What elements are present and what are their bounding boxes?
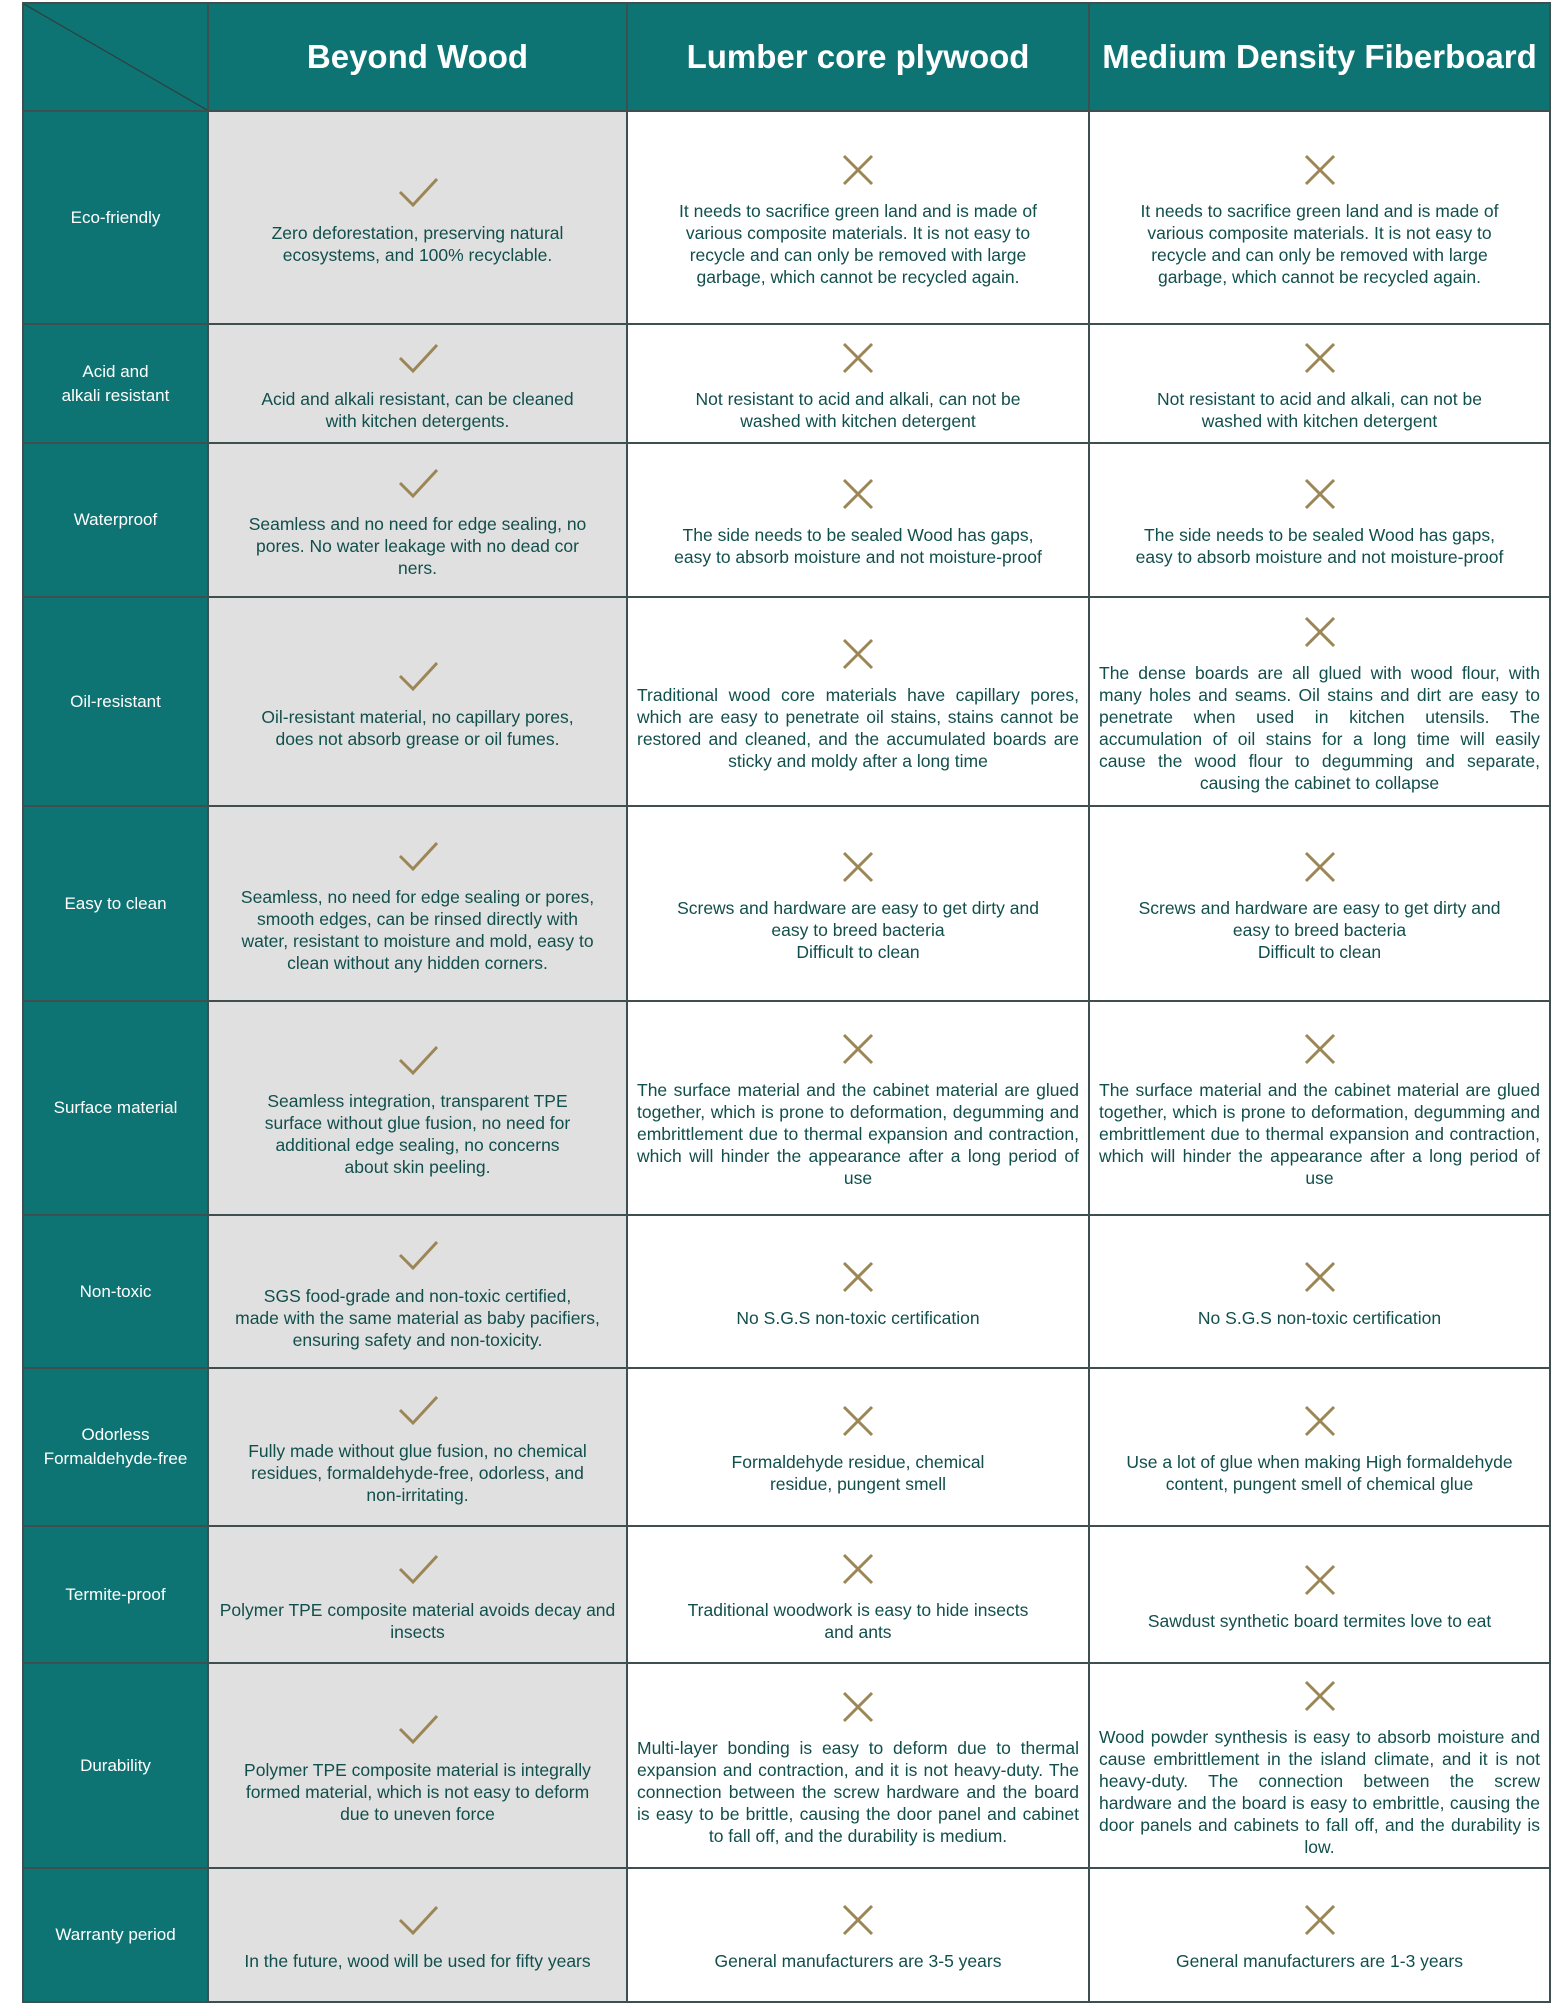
- column-header-beyond-wood: Beyond Wood: [208, 3, 627, 111]
- cell-beyond-wood: [208, 443, 627, 597]
- cell-text: Not resistant to acid and alkali, can not be washed with kitchen detergent: [1157, 388, 1482, 431]
- cell-mdf: [1089, 111, 1550, 324]
- row-label-surface-material: Surface material: [23, 1001, 208, 1215]
- cell-text: Fully made without glue fusion, no chemical residues, formaldehyde-free, odorless, and non-irritating.: [248, 1441, 587, 1505]
- cell-text: The surface material and the cabinet material are glued together, which is prone to deformation, degumming and embrittlement due to thermal expansion and contraction, which will hinder the appearance after a long period of use: [637, 1080, 1079, 1188]
- cell-text: General manufacturers are 3-5 years: [714, 1951, 1002, 1971]
- cell-lumber-core: [627, 1663, 1089, 1868]
- cell-beyond-wood: [208, 597, 627, 806]
- cell-text: Screws and hardware are easy to get dirty and easy to breed bacteria Difficult to clean: [677, 897, 1039, 962]
- cross-icon: [836, 472, 880, 516]
- cell-lumber-core: [627, 1368, 1089, 1526]
- table-row: [23, 1368, 1550, 1526]
- table-row: [23, 1868, 1550, 2002]
- cell-lumber-core: [627, 1215, 1089, 1368]
- cell-text: It needs to sacrifice green land and is made of various composite materials. It is not easy to recycle and can only be removed with large garbage, which cannot be recycled again.: [1140, 200, 1499, 287]
- cross-icon: [836, 1255, 880, 1299]
- table-row: [23, 597, 1550, 806]
- cross-icon: [1298, 1674, 1342, 1718]
- row-label-non-toxic: Non-toxic: [23, 1215, 208, 1368]
- cell-mdf: [1089, 806, 1550, 1001]
- check-icon: [396, 1707, 440, 1751]
- cell-text: Not resistant to acid and alkali, can not be washed with kitchen detergent: [695, 388, 1021, 431]
- check-icon: [396, 336, 440, 380]
- cell-text: Use a lot of glue when making High formaldehyde content, pungent smell of chemical glue: [1126, 1452, 1513, 1494]
- cell-beyond-wood: [208, 324, 627, 443]
- cell-mdf: [1089, 597, 1550, 806]
- cross-icon: [1298, 1255, 1342, 1299]
- cell-lumber-core: [627, 597, 1089, 806]
- cross-icon: [1298, 1558, 1342, 1602]
- cell-text: In the future, wood will be used for fifty years: [244, 1951, 591, 1971]
- cell-text: Seamless, no need for edge sealing or pores, smooth edges, can be rinsed directly with water, resistant to moisture and mold, easy to clean without any hidden corners.: [240, 886, 595, 973]
- cell-text: Wood powder synthesis is easy to absorb moisture and cause embrittlement in the island climate, and it is not heavy-duty. The connection between the screw hardware and the board is easy to embrittle, causing the door panels and cabinets to fall off, and the durability is low.: [1099, 1726, 1540, 1857]
- check-icon: [396, 1038, 440, 1082]
- table-row: [23, 324, 1550, 443]
- check-icon: [396, 170, 440, 214]
- cross-icon: [1298, 1399, 1342, 1443]
- cell-text: No S.G.S non-toxic certification: [736, 1307, 980, 1328]
- header-row: [23, 3, 1550, 111]
- check-icon: [396, 1547, 440, 1591]
- cross-icon: [1298, 336, 1342, 380]
- table-row: [23, 111, 1550, 324]
- cell-lumber-core: [627, 1868, 1089, 2002]
- row-label-acid-and-alkali-resistant: Acid and alkali resistant: [23, 324, 208, 443]
- cell-text: Oil-resistant material, no capillary pores, does not absorb grease or oil fumes.: [261, 706, 574, 749]
- cell-text: The surface material and the cabinet material are glued together, which is prone to deformation, degumming and embrittlement due to thermal expansion and contraction, which will hinder the appearance after a long period of use: [1099, 1080, 1540, 1188]
- cell-beyond-wood: [208, 1368, 627, 1526]
- cross-icon: [1298, 1898, 1342, 1942]
- row-label-easy-to-clean: Easy to clean: [23, 806, 208, 1001]
- table-row: [23, 806, 1550, 1001]
- cell-mdf: [1089, 1368, 1550, 1526]
- check-icon: [396, 1388, 440, 1432]
- cell-text: Formaldehyde residue, chemical residue, pungent smell: [731, 1452, 985, 1494]
- check-icon: [396, 461, 440, 505]
- row-label-odorless-formaldehyde-free: Odorless Formaldehyde-free: [23, 1368, 208, 1526]
- row-label-oil-resistant: Oil-resistant: [23, 597, 208, 806]
- table-row: [23, 443, 1550, 597]
- table-row: [23, 1663, 1550, 1868]
- cell-text: The side needs to be sealed Wood has gaps, easy to absorb moisture and not moisture-proof: [1135, 525, 1504, 567]
- row-label-durability: Durability: [23, 1663, 208, 1868]
- column-header-mdf: Medium Density Fiberboard: [1089, 3, 1550, 111]
- cell-text: Seamless integration, transparent TPE surface without glue fusion, no need for additional edge sealing, no concerns about skin peeling.: [264, 1091, 571, 1177]
- cell-lumber-core: [627, 806, 1089, 1001]
- cross-icon: [1298, 610, 1342, 654]
- cell-text: Screws and hardware are easy to get dirty and easy to breed bacteria Difficult to clean: [1138, 897, 1501, 962]
- corner-cell: [23, 3, 208, 111]
- cross-icon: [836, 845, 880, 889]
- cross-icon: [836, 1547, 880, 1591]
- cell-lumber-core: [627, 111, 1089, 324]
- check-icon: [396, 834, 440, 878]
- cell-lumber-core: [627, 1001, 1089, 1215]
- cell-text: Seamless and no need for edge sealing, no pores. No water leakage with no dead cor ners.: [248, 514, 587, 578]
- cell-text: Polymer TPE composite material is integrally formed material, which is not easy to deform due to uneven force: [244, 1759, 591, 1824]
- cell-text: No S.G.S non-toxic certification: [1197, 1307, 1442, 1328]
- cross-icon: [1298, 148, 1342, 192]
- cross-icon: [1298, 472, 1342, 516]
- cell-text: SGS food-grade and non-toxic certified, made with the same material as baby pacifiers, ensuring safety and non-toxicity.: [235, 1285, 600, 1350]
- cell-mdf: [1089, 1526, 1550, 1663]
- cell-text: The dense boards are all glued with wood flour, with many holes and seams. Oil stains and dirt are easy to penetrate when used in kitchen utensils. The accumulation of oil stains for a long time will easily cause the wood flour to degumming and separate, causing the cabinet to collapse: [1099, 662, 1540, 793]
- cross-icon: [836, 1685, 880, 1729]
- check-icon: [396, 654, 440, 698]
- cell-mdf: [1089, 1663, 1550, 1868]
- cell-mdf: [1089, 443, 1550, 597]
- cell-text: Sawdust synthetic board termites love to eat: [1147, 1610, 1492, 1631]
- cell-lumber-core: [627, 443, 1089, 597]
- cell-beyond-wood: [208, 1215, 627, 1368]
- table-row: [23, 1001, 1550, 1215]
- cell-mdf: [1089, 324, 1550, 443]
- cell-mdf: [1089, 1001, 1550, 1215]
- cell-text: The side needs to be sealed Wood has gaps, easy to absorb moisture and not moisture-proof: [674, 525, 1042, 567]
- cell-lumber-core: [627, 324, 1089, 443]
- check-icon: [396, 1233, 440, 1277]
- cell-beyond-wood: [208, 111, 627, 324]
- cross-icon: [836, 1898, 880, 1942]
- cell-beyond-wood: [208, 1663, 627, 1868]
- cell-text: General manufacturers are 1-3 years: [1176, 1951, 1463, 1971]
- row-label-waterproof: Waterproof: [23, 443, 208, 597]
- cell-lumber-core: [627, 1526, 1089, 1663]
- column-header-lumber-core-plywood: Lumber core plywood: [627, 3, 1089, 111]
- cell-mdf: [1089, 1215, 1550, 1368]
- table-row: [23, 1215, 1550, 1368]
- cell-text: Traditional woodwork is easy to hide insects and ants: [687, 1599, 1029, 1642]
- cross-icon: [1298, 1027, 1342, 1071]
- cell-text: Multi-layer bonding is easy to deform due to thermal expansion and contraction, and it is not heavy-duty. The connection between the screw hardware and the board is easy to be brittle, causing the door panel and cabinet to fall off, and the durability is medium.: [637, 1737, 1079, 1846]
- cross-icon: [1298, 845, 1342, 889]
- cross-icon: [836, 1027, 880, 1071]
- check-icon: [396, 1898, 440, 1942]
- cell-text: Acid and alkali resistant, can be cleaned with kitchen detergents.: [261, 388, 574, 431]
- row-label-eco-friendly: Eco-friendly: [23, 111, 208, 324]
- cell-beyond-wood: [208, 806, 627, 1001]
- cross-icon: [836, 336, 880, 380]
- cell-text: It needs to sacrifice green land and is made of various composite materials. It is not easy to recycle and can only be removed with large garbage, which cannot be recycled again.: [679, 200, 1037, 287]
- row-label-termite-proof: Termite-proof: [23, 1526, 208, 1663]
- cell-text: Zero deforestation, preserving natural ecosystems, and 100% recyclable.: [271, 222, 564, 265]
- comparison-table: [22, 2, 1551, 2003]
- cell-beyond-wood: [208, 1526, 627, 1663]
- cross-icon: [836, 632, 880, 676]
- cross-icon: [836, 148, 880, 192]
- diagonal-divider: [24, 4, 207, 110]
- cross-icon: [836, 1399, 880, 1443]
- cell-text: Traditional wood core materials have capillary pores, which are easy to penetrate oil stains, stains cannot be restored and cleaned, and the accumulated boards are sticky and moldy after a long time: [637, 684, 1079, 771]
- row-label-warranty-period: Warranty period: [23, 1868, 208, 2002]
- cell-beyond-wood: [208, 1868, 627, 2002]
- cell-text: Polymer TPE composite material avoids decay and insects: [219, 1599, 616, 1642]
- cell-beyond-wood: [208, 1001, 627, 1215]
- table-row: [23, 1526, 1550, 1663]
- cell-mdf: [1089, 1868, 1550, 2002]
